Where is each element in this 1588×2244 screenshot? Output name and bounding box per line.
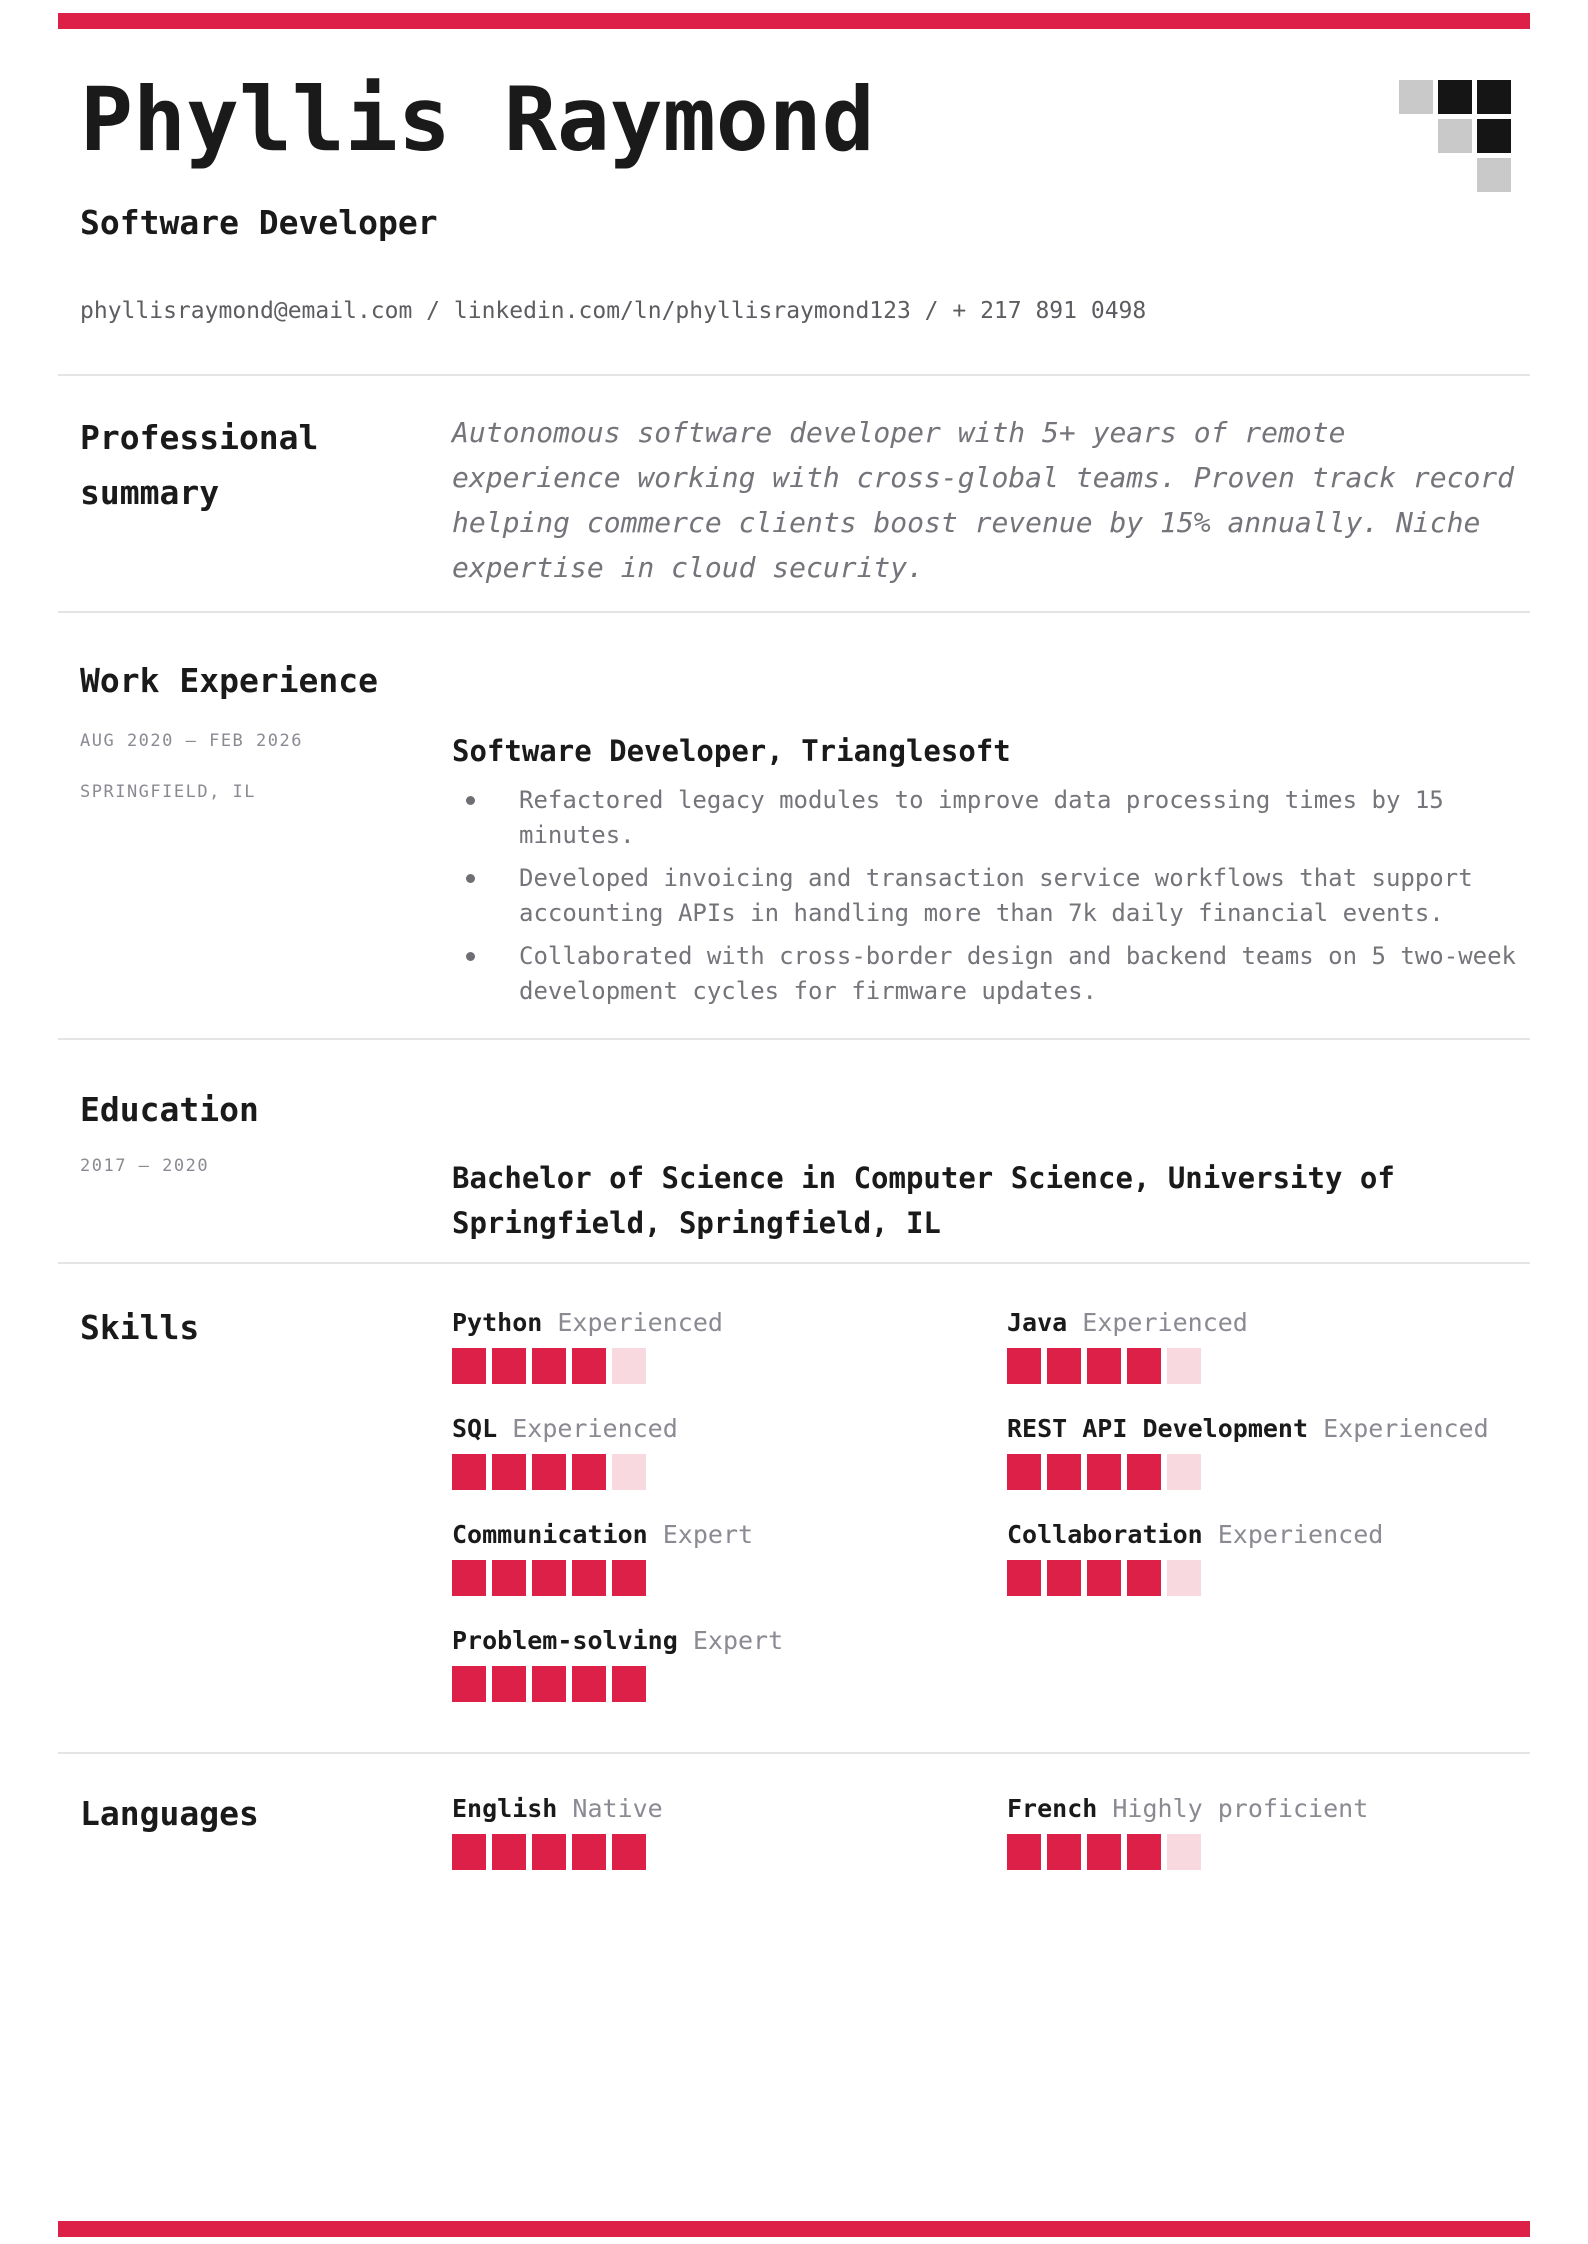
rating-segment (572, 1560, 606, 1596)
logo-cell-empty (1438, 158, 1472, 192)
skill-name: SQL (452, 1414, 498, 1443)
rating-segment (1087, 1454, 1121, 1490)
skill-item (452, 1520, 1007, 1596)
work-bullet-list (452, 783, 1530, 1009)
summary-text: Autonomous software developer with 5+ years of remote experience working with cross-global teams. Proven track record helping commerce clients boost revenue by 15% annually. Niche expertise in cloud security. (452, 416, 1515, 584)
rating-segment (452, 1834, 486, 1870)
rating-segment (1047, 1834, 1081, 1870)
education-dates: 2017 — 2020 (80, 1156, 210, 1176)
education-degree: Bachelor of Science in Computer Science, University of Springfield, Springfield, IL (452, 1161, 1395, 1240)
skill-level: Experienced (512, 1414, 678, 1443)
rating-segment (452, 1454, 486, 1490)
rating-segment (1007, 1454, 1041, 1490)
resume-header (58, 68, 1530, 326)
skills-grid (452, 1308, 1530, 1702)
skill-name: REST API Development (1007, 1414, 1309, 1443)
skill-name: Problem-solving (452, 1626, 678, 1655)
rating-segment (452, 1348, 486, 1384)
logo-cell-empty (1399, 158, 1433, 192)
rating-segment (492, 1560, 526, 1596)
rating-segment (1127, 1348, 1161, 1384)
rating-segment (1167, 1454, 1201, 1490)
skill-item (1007, 1308, 1530, 1384)
education-entry-meta (80, 1156, 452, 1246)
rating-segment (492, 1834, 526, 1870)
work-entry-content (452, 731, 1530, 1017)
skill-rating-bar (1007, 1348, 1530, 1384)
logo-cell (1438, 119, 1472, 153)
rating-segment (492, 1348, 526, 1384)
rating-segment (612, 1666, 646, 1702)
skill-name: Python (452, 1308, 543, 1337)
person-name: Phyllis Raymond (80, 68, 875, 171)
section-work-experience (58, 613, 1530, 1038)
rating-segment (1047, 1348, 1081, 1384)
bottom-accent-bar (58, 2221, 1530, 2237)
skill-level: Experienced (1323, 1414, 1489, 1443)
language-level: Highly proficient (1112, 1794, 1369, 1823)
rating-segment (1167, 1348, 1201, 1384)
skill-item (452, 1308, 1007, 1384)
language-item (452, 1794, 1007, 1870)
rating-segment (1087, 1560, 1121, 1596)
skill-level: Expert (692, 1626, 784, 1655)
top-accent-bar (58, 13, 1530, 29)
rating-segment (532, 1560, 566, 1596)
work-bullet: Collaborated with cross-border design and backend teams on 5 two-week development cycles for firmware updates. (452, 939, 1530, 1009)
work-bullet: Developed invoicing and transaction service workflows that support accounting APIs in handling more than 7k daily financial events. (452, 861, 1530, 931)
language-item (1007, 1794, 1530, 1870)
section-skills (58, 1264, 1530, 1752)
language-name: French (1007, 1794, 1098, 1823)
rating-segment (1127, 1834, 1161, 1870)
rating-segment (572, 1834, 606, 1870)
rating-segment (532, 1666, 566, 1702)
work-entry (80, 731, 1530, 1017)
skill-item (452, 1626, 1007, 1702)
rating-segment (572, 1666, 606, 1702)
rating-segment (532, 1454, 566, 1490)
skill-item (452, 1414, 1007, 1490)
rating-segment (1127, 1560, 1161, 1596)
logo-cell (1477, 119, 1511, 153)
skill-level: Experienced (557, 1308, 723, 1337)
rating-segment (1167, 1834, 1201, 1870)
work-heading: Work Experience (80, 661, 379, 700)
skill-rating-bar (1007, 1454, 1530, 1490)
skill-rating-bar (1007, 1560, 1530, 1596)
rating-segment (532, 1834, 566, 1870)
logo-cell (1438, 80, 1472, 114)
skill-level: Experienced (1217, 1520, 1384, 1549)
skill-level: Expert (662, 1520, 754, 1549)
rating-segment (572, 1454, 606, 1490)
rating-segment (532, 1348, 566, 1384)
logo-cell (1477, 80, 1511, 114)
work-bullet: Refactored legacy modules to improve data processing times by 15 minutes. (452, 783, 1530, 853)
skill-level: Experienced (1082, 1308, 1248, 1337)
section-professional-summary (58, 376, 1530, 611)
section-languages (58, 1754, 1530, 1910)
education-heading: Education (80, 1090, 259, 1129)
skill-name: Java (1007, 1308, 1068, 1337)
person-job-title: Software Developer (80, 203, 438, 242)
work-title: Software Developer, Trianglesoft (452, 734, 1011, 768)
work-dates: AUG 2020 — FEB 2026 (80, 731, 303, 751)
language-level: Native (572, 1794, 663, 1823)
skill-rating-bar (452, 1666, 1007, 1702)
education-entry-content (452, 1156, 1530, 1246)
language-rating-bar (1007, 1834, 1530, 1870)
language-name: English (452, 1794, 558, 1823)
rating-segment (492, 1454, 526, 1490)
rating-segment (1127, 1454, 1161, 1490)
skill-name: Communication (452, 1520, 648, 1549)
work-entry-meta (80, 731, 452, 1017)
rating-segment (1007, 1560, 1041, 1596)
rating-segment (612, 1454, 646, 1490)
rating-segment (452, 1560, 486, 1596)
rating-segment (1087, 1834, 1121, 1870)
summary-heading: Professional summary (80, 418, 319, 512)
rating-segment (572, 1348, 606, 1384)
section-education (58, 1040, 1530, 1262)
skill-name: Collaboration (1007, 1520, 1203, 1549)
education-entry (80, 1156, 1530, 1246)
skill-item (1007, 1520, 1530, 1596)
rating-segment (612, 1348, 646, 1384)
rating-segment (1007, 1834, 1041, 1870)
logo-cell-empty (1399, 119, 1433, 153)
skill-rating-bar (452, 1348, 1007, 1384)
logo-cell (1477, 158, 1511, 192)
rating-segment (492, 1666, 526, 1702)
contact-line: phyllisraymond@email.com / linkedin.com/ln/phyllisraymond123 / + 217 891 0498 (80, 298, 1147, 324)
logo-cell (1399, 80, 1433, 114)
rating-segment (1087, 1348, 1121, 1384)
rating-segment (1047, 1454, 1081, 1490)
skill-rating-bar (452, 1560, 1007, 1596)
skill-item (1007, 1414, 1530, 1490)
logo (1399, 80, 1511, 192)
rating-segment (1007, 1348, 1041, 1384)
work-location: SPRINGFIELD, IL (80, 782, 257, 802)
rating-segment (612, 1834, 646, 1870)
skills-heading: Skills (80, 1308, 200, 1347)
languages-grid (452, 1794, 1530, 1870)
languages-heading: Languages (80, 1794, 259, 1833)
rating-segment (452, 1666, 486, 1702)
skill-rating-bar (452, 1454, 1007, 1490)
rating-segment (1047, 1560, 1081, 1596)
rating-segment (612, 1560, 646, 1596)
language-rating-bar (452, 1834, 1007, 1870)
rating-segment (1167, 1560, 1201, 1596)
